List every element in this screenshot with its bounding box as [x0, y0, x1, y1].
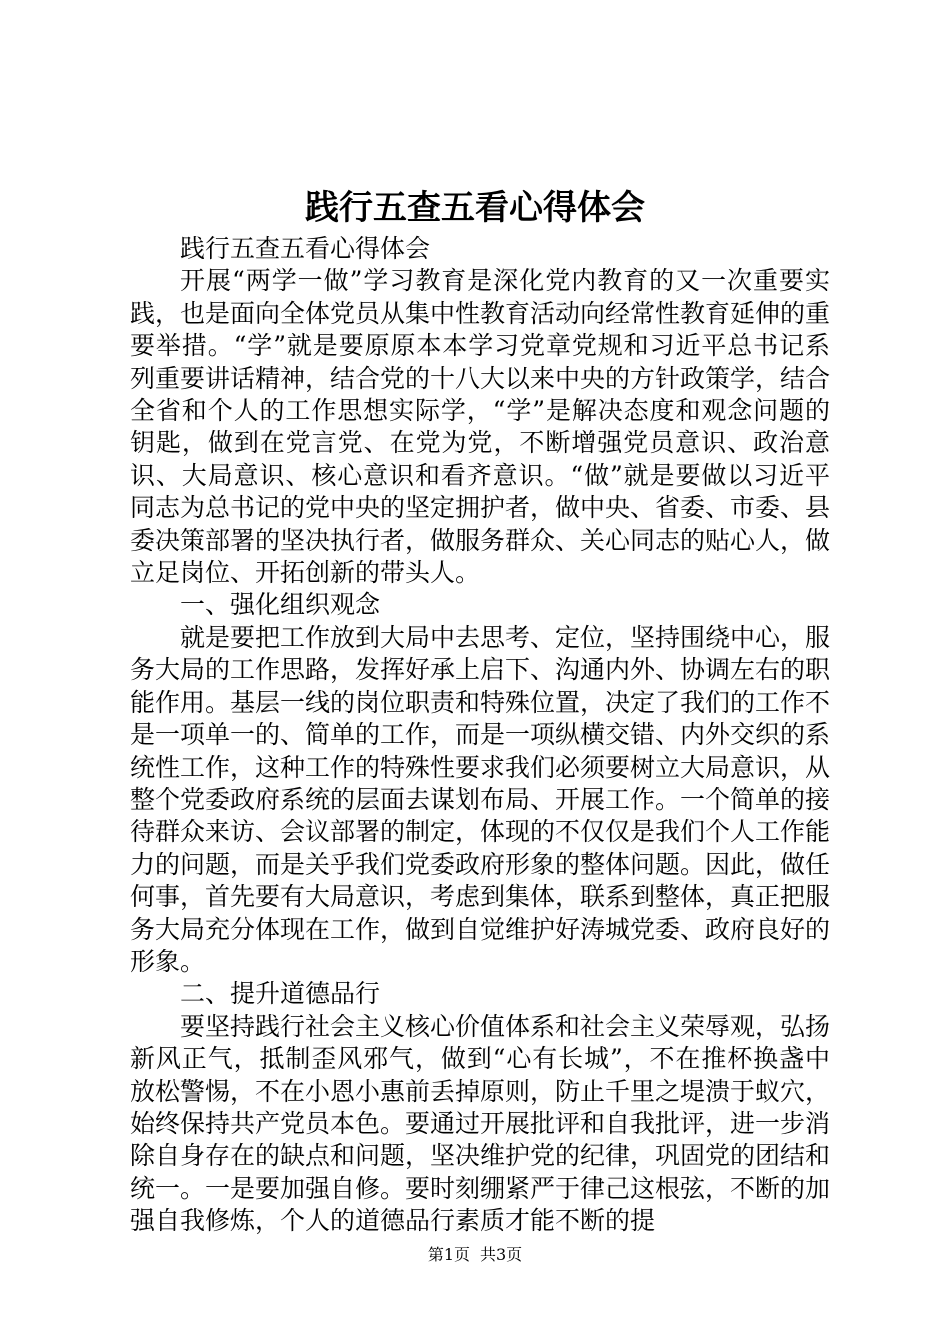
paragraph-section-2: 要坚持践行社会主义核心价值体系和社会主义荣辱观，弘扬新风正气，抵制歪风邪气，做到“心有长城”，不在推杯换盏中放松警惕，不在小恩小惠前丢掉原则，防止千里之堤溃于蚁穴，始终保持共产党员本色。要通过开展批评和自我批评，进一步消除自身存在的缺点和问题，坚决维护党的纪律，巩固党的团结和统一。一是要加强自修。要时刻绷紧严于律己这根弦，不断的加强自我修炼，个人的道德品行素质才能不断的提 — [130, 1011, 831, 1236]
page-total: 共3页 — [480, 1245, 523, 1264]
document-title: 践行五查五看心得体会 — [305, 188, 645, 228]
paragraph-subtitle: 践行五查五看心得体会 — [180, 234, 431, 263]
paragraph-intro: 开展“两学一做”学习教育是深化党内教育的又一次重要实践，也是面向全体党员从集中性教育活动向经常性教育延伸的重要举措。“学”就是要原原本本学习党章党规和习近平总书记系列重要讲话精神，结合党的十八大以来中央的方针政策学，结合全省和个人的工作思想实际学，“学”是解决态度和观念问题的钥匙，做到在党言党、在党为党，不断增强党员意识、政治意识、大局意识、核心意识和看齐意识。“做”就是要做以习近平同志为总书记的党中央的坚定拥护者，做中央、省委、市委、县委决策部署的坚决执行者，做服务群众、关心同志的贴心人，做立足岗位、开拓创新的带头人。 — [130, 266, 831, 588]
section-heading-1: 一、强化组织观念 — [180, 590, 381, 620]
paragraph-section-1: 就是要把工作放到大局中去思考、定位，坚持围绕中心，服务大局的工作思路，发挥好承上启下、沟通内外、协调左右的职能作用。基层一线的岗位职责和特殊位置，决定了我们的工作不是一项单一的、简单的工作，而是一项纵横交错、内外交织的系统性工作，这种工作的特殊性要求我们必须要树立大局意识，从整个党委政府系统的层面去谋划布局、开展工作。一个简单的接待群众来访、会议部署的制定，体现的不仅仅是我们个人工作能力的问题，而是关乎我们党委政府形象的整体问题。因此，做任何事，首先要有大局意识，考虑到集体，联系到整体，真正把服务大局充分体现在工作，做到自觉维护好涛城党委、政府良好的形象。 — [130, 622, 831, 976]
section-heading-2: 二、提升道德品行 — [180, 979, 381, 1009]
page-footer — [0, 1244, 950, 1266]
page-number: 第1页 — [427, 1245, 470, 1264]
document-body — [130, 233, 830, 1238]
